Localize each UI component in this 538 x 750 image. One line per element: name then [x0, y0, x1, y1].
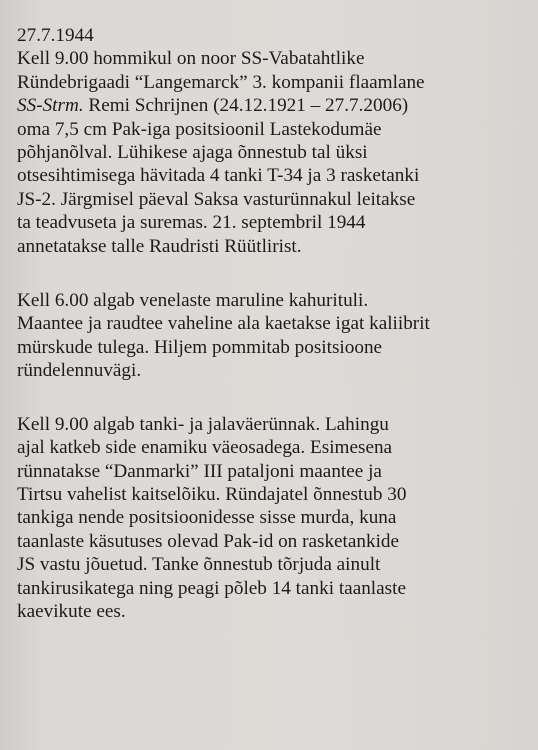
text-line: Kell 6.00 algab venelaste maruline kahurituli. — [17, 290, 369, 312]
text-line: põhjanõlval. Lühikese ajaga õnnestub tal üksi — [17, 142, 368, 164]
text-line: JS vastu jõuetud. Tanke õnnestub tõrjuda ainult — [17, 554, 381, 576]
paragraph-spacer — [17, 383, 527, 413]
text-line: oma 7,5 cm Pak-iga positsioonil Lastekodumäe — [17, 118, 382, 140]
paragraph-spacer — [17, 258, 527, 289]
text-line — [17, 94, 527, 117]
paragraph-3 — [17, 413, 527, 624]
text-line: taanlaste käsutuses olevad Pak-id on rasketankide — [17, 530, 400, 552]
paragraph-1 — [17, 24, 527, 258]
text-line: mürskude tulega. Hiljem pommitab positsioone — [17, 336, 383, 358]
text-line: rünnatakse “Danmarki” III pataljoni maantee ja — [17, 460, 382, 482]
text-line: ründelennuvägi. — [17, 360, 142, 382]
text-line: Kell 9.00 algab tanki- ja jalaväerünnak. Lahingu — [17, 413, 389, 435]
text-line: ajal katkeb side enamiku väeosadega. Esimesena — [17, 437, 393, 459]
text-span: Remi Schrijnen (24.12.1921 – 27.7.2006) — [83, 95, 409, 117]
text-line: kaevikute ees. — [17, 600, 126, 622]
text-line: ta teadvuseta ja suremas. 21. septembril 1944 — [17, 212, 366, 234]
text-line: tankirusikatega ning peagi põleb 14 tanki taanlaste — [17, 577, 406, 599]
text-line: tankiga nende positsioonidesse sisse murda, kuna — [17, 507, 397, 529]
text-line: otsesihtimisega hävitada 4 tanki T-34 ja 3 rasketanki — [17, 165, 420, 187]
text-line: Kell 9.00 hommikul on noor SS-Vabatahtlike — [17, 48, 365, 70]
text-line: JS-2. Järgmisel päeval Saksa vasturünnakul leitakse — [17, 188, 416, 210]
rank-abbreviation: SS-Strm. — [17, 95, 84, 117]
text-line: Ründebrigaadi “Langemarck” 3. kompanii flaamlane — [17, 71, 425, 93]
date-line: 27.7.1944 — [17, 25, 94, 46]
text-line: Tirtsu vahelist kaitselõiku. Ründajatel õnnestub 30 — [17, 483, 407, 505]
paragraph-2 — [17, 289, 527, 383]
body-text — [17, 24, 527, 623]
text-line: annetatakse talle Raudristi Rüütlirist. — [17, 235, 302, 257]
text-line: Maantee ja raudtee vaheline ala kaetakse igat kaliibrit — [17, 313, 430, 335]
